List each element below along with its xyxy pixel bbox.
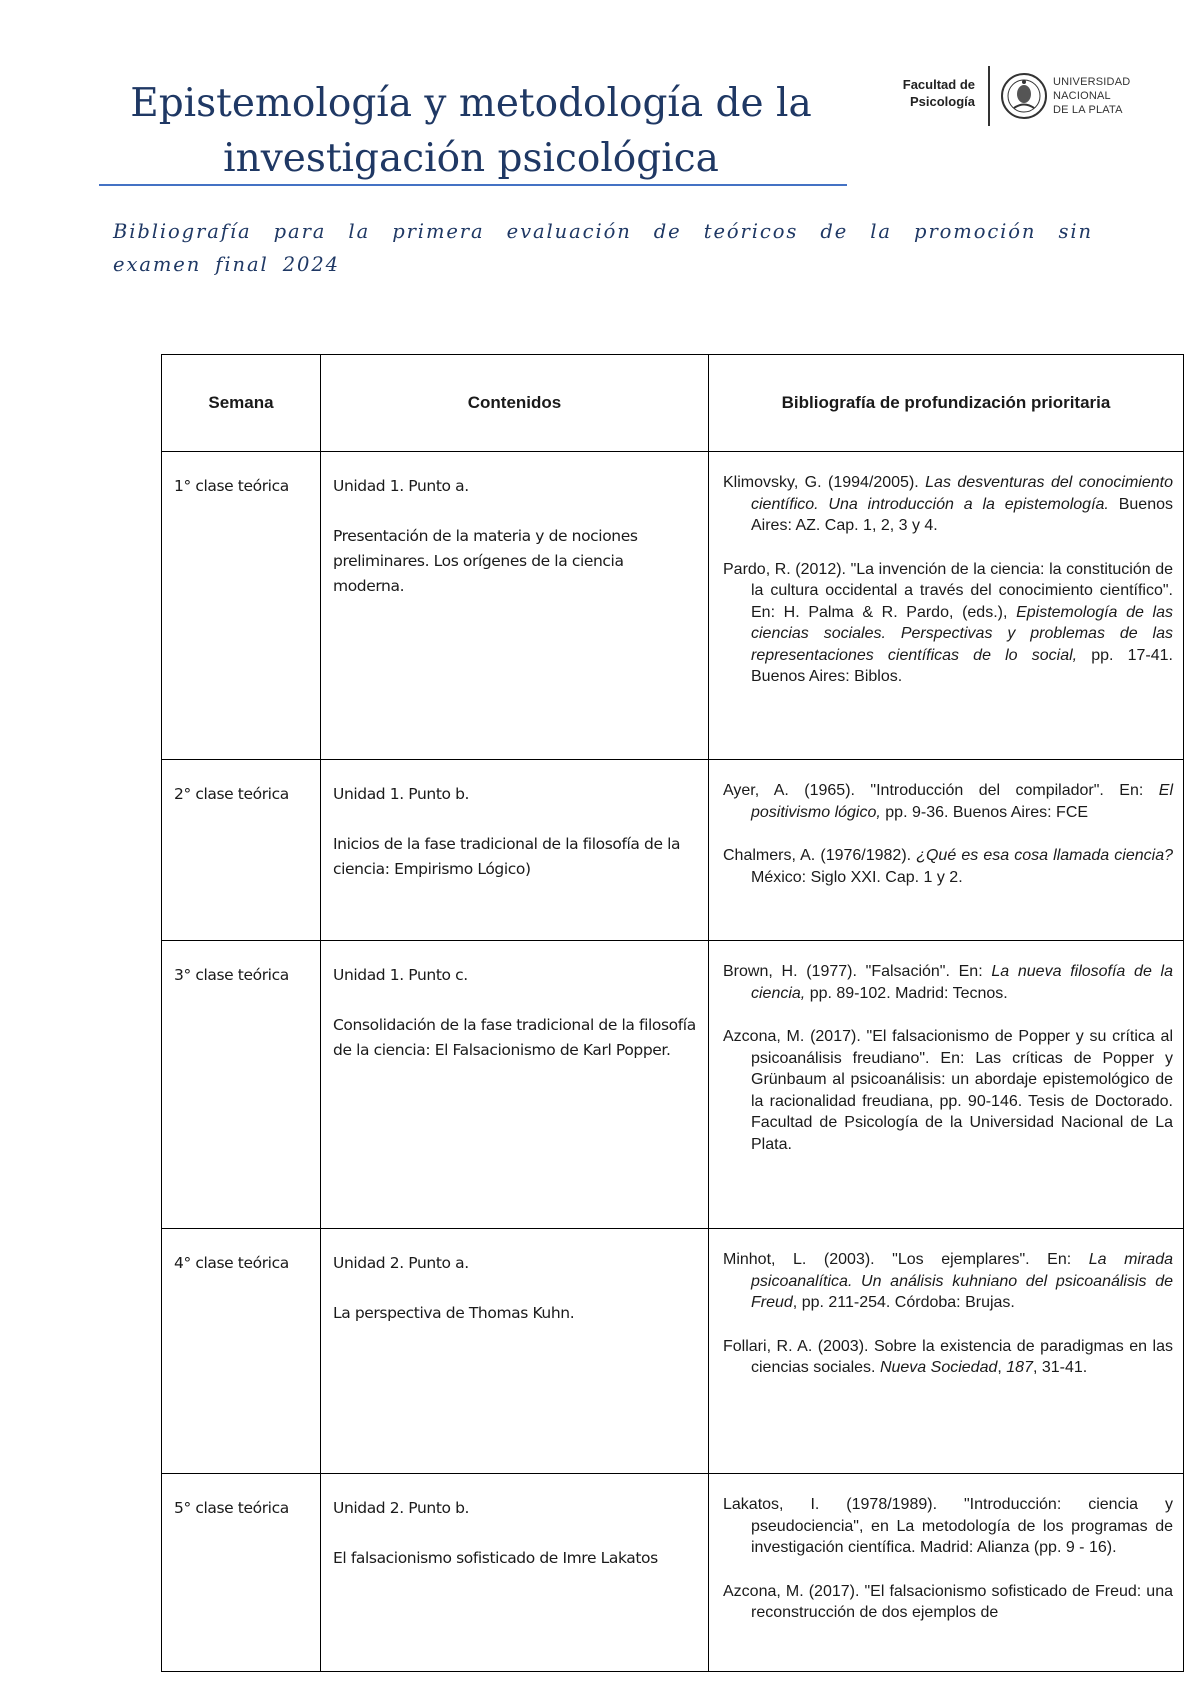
reference-text: Buenos Aires: AZ. Cap. 1, 2, 3 y 4. <box>751 495 1173 534</box>
faculty-logo <box>893 64 1133 128</box>
bibliography-reference <box>723 1581 1173 1624</box>
bibliography-reference <box>723 1249 1173 1314</box>
bibliography-reference <box>723 472 1173 537</box>
reference-text: Minhot, L. (2003). "Los ejemplares". En: <box>723 1251 1089 1268</box>
logo-divider <box>988 66 990 126</box>
university-name <box>1053 75 1143 117</box>
bibliography-reference <box>723 559 1173 688</box>
bibliography-reference <box>723 780 1173 823</box>
bibliography-reference <box>723 1336 1173 1379</box>
unit-label: Unidad 2. Punto a. <box>333 1254 469 1272</box>
unit-label: Unidad 1. Punto c. <box>333 966 468 984</box>
week-cell: 5° clase teórica <box>162 1474 321 1672</box>
bibliography-cell <box>709 1474 1184 1672</box>
week-cell: 4° clase teórica <box>162 1229 321 1474</box>
week-cell: 3° clase teórica <box>162 941 321 1229</box>
content-cell <box>321 760 709 941</box>
reference-title: Epistemología de las ciencias sociales. Perspectivas y problemas de las representaciones científicas de lo social, <box>751 603 1173 664</box>
content-description: Presentación de la materia y de nociones preliminares. Los orígenes de la ciencia moderna. <box>333 527 638 595</box>
bibliography-reference <box>723 845 1173 888</box>
bibliography-cell <box>709 760 1184 941</box>
content-description: Inicios de la fase tradicional de la filosofía de la ciencia: Empirismo Lógico) <box>333 835 681 878</box>
reference-title: ¿Qué es esa cosa llamada ciencia? <box>916 847 1173 864</box>
content-description: La perspectiva de Thomas Kuhn. <box>333 1304 575 1322</box>
content-cell <box>321 1474 709 1672</box>
reference-text: México: Siglo XXI. Cap. 1 y 2. <box>751 868 963 886</box>
reference-text: Klimovsky, G. (1994/2005). <box>723 474 926 491</box>
reference-title: Las desventuras del conocimiento científico. Una introducción a la epistemología. <box>751 474 1174 513</box>
reference-title: El positivismo lógico, <box>751 782 1173 821</box>
faculty-line-2: Psicología <box>909 94 975 109</box>
content-description: Consolidación de la fase tradicional de la filosofía de la ciencia: El Falsacionismo de Karl Popper. <box>333 1016 696 1059</box>
reference-text: Azcona, M. (2017). "El falsacionismo sofisticado de Freud: una reconstrucción de dos ejemplos de <box>723 1582 1173 1621</box>
header-semana: Semana <box>162 355 321 452</box>
title-line-2: investigación psicológica <box>223 136 719 181</box>
table-row <box>162 1474 1184 1672</box>
table-row <box>162 1229 1184 1474</box>
content-cell <box>321 452 709 760</box>
table-row <box>162 760 1184 941</box>
faculty-name <box>893 76 975 110</box>
bibliography-cell <box>709 452 1184 760</box>
reference-text: Pardo, R. (2012). "La invención de la ciencia: la constitución de la cultura occidental a través del conocimiento científico". En: H. Palma & R. Pardo, (eds.), <box>723 560 1173 621</box>
unit-label: Unidad 1. Punto b. <box>333 785 470 803</box>
reference-title: La nueva filosofía de la ciencia, <box>751 963 1174 1002</box>
reference-text: pp. 89-102. Madrid: Tecnos. <box>805 984 1008 1002</box>
table-row <box>162 941 1184 1229</box>
reference-title: Nueva Sociedad <box>879 1359 998 1376</box>
unit-label: Unidad 2. Punto b. <box>333 1499 470 1517</box>
university-line-2: NACIONAL <box>1053 90 1111 102</box>
reference-text: Follari, R. A. (2003). Sobre la existencia de paradigmas en las ciencias sociales. <box>723 1337 1173 1376</box>
reference-title: La mirada psicoanalítica. Un análisis kuhniano del psicoanálisis de Freud <box>751 1251 1173 1311</box>
content-cell <box>321 941 709 1229</box>
reference-text: pp. 9-36. Buenos Aires: FCE <box>880 803 1089 821</box>
unit-label: Unidad 1. Punto a. <box>333 477 469 495</box>
table-header-row <box>162 355 1184 452</box>
content-cell <box>321 1229 709 1474</box>
faculty-line-1: Facultad de <box>902 77 975 92</box>
title-line-1: Epistemología y metodología de la <box>130 81 812 126</box>
table-row <box>162 452 1184 760</box>
bibliography-cell <box>709 941 1184 1229</box>
bibliography-reference <box>723 1494 1173 1559</box>
bibliography-cell <box>709 1229 1184 1474</box>
reference-text: Azcona, M. (2017). "El falsacionismo de Popper y su crítica al psicoanálisis freudiano". En: Las críticas de Popper y Grünbaum al psicoanálisis: un abordaje epistemológico de la racionalidad freudiana, pp. 90-146. Tesis de Doctorado. Facultad de Psicología de la Universidad Nacional de La Plata. <box>723 1028 1173 1153</box>
document-subtitle: Bibliografía para la primera evaluación de teóricos de la promoción sin examen final 2024 <box>113 220 1093 276</box>
bibliography-reference <box>723 1026 1173 1155</box>
reference-text: Lakatos, I. (1978/1989). "Introducción: ciencia y pseudociencia", en La metodología de los programas de investigación científica. Madrid: Alianza (pp. 9 - 16). <box>723 1496 1173 1556</box>
reference-text: Brown, H. (1977). "Falsación". En: <box>723 963 992 980</box>
reference-text: , pp. 211-254. Córdoba: Brujas. <box>792 1294 1015 1311</box>
header-contenidos: Contenidos <box>321 355 709 452</box>
content-description: El falsacionismo sofisticado de Imre Lakatos <box>333 1549 658 1567</box>
document-title <box>100 76 842 186</box>
reference-text: Chalmers, A. (1976/1982). <box>723 847 917 864</box>
reference-text: , 31-41. <box>1032 1359 1088 1376</box>
bibliography-table <box>161 354 1184 1672</box>
week-cell: 1° clase teórica <box>162 452 321 760</box>
university-line-3: DE LA PLATA <box>1053 104 1123 116</box>
university-line-1: UNIVERSIDAD <box>1053 76 1131 88</box>
reference-text: , <box>997 1359 1007 1376</box>
reference-text: Ayer, A. (1965). "Introducción del compilador". En: <box>723 782 1159 799</box>
header-bibliografia: Bibliografía de profundización prioritaria <box>709 355 1184 452</box>
reference-text: pp. 17-41. Buenos Aires: Biblos. <box>751 646 1174 685</box>
title-underline <box>99 184 847 186</box>
university-seal-icon <box>999 68 1049 124</box>
bibliography-reference <box>723 961 1173 1004</box>
table-body <box>162 452 1184 1672</box>
week-cell: 2° clase teórica <box>162 760 321 941</box>
reference-title: 187 <box>1006 1359 1033 1376</box>
